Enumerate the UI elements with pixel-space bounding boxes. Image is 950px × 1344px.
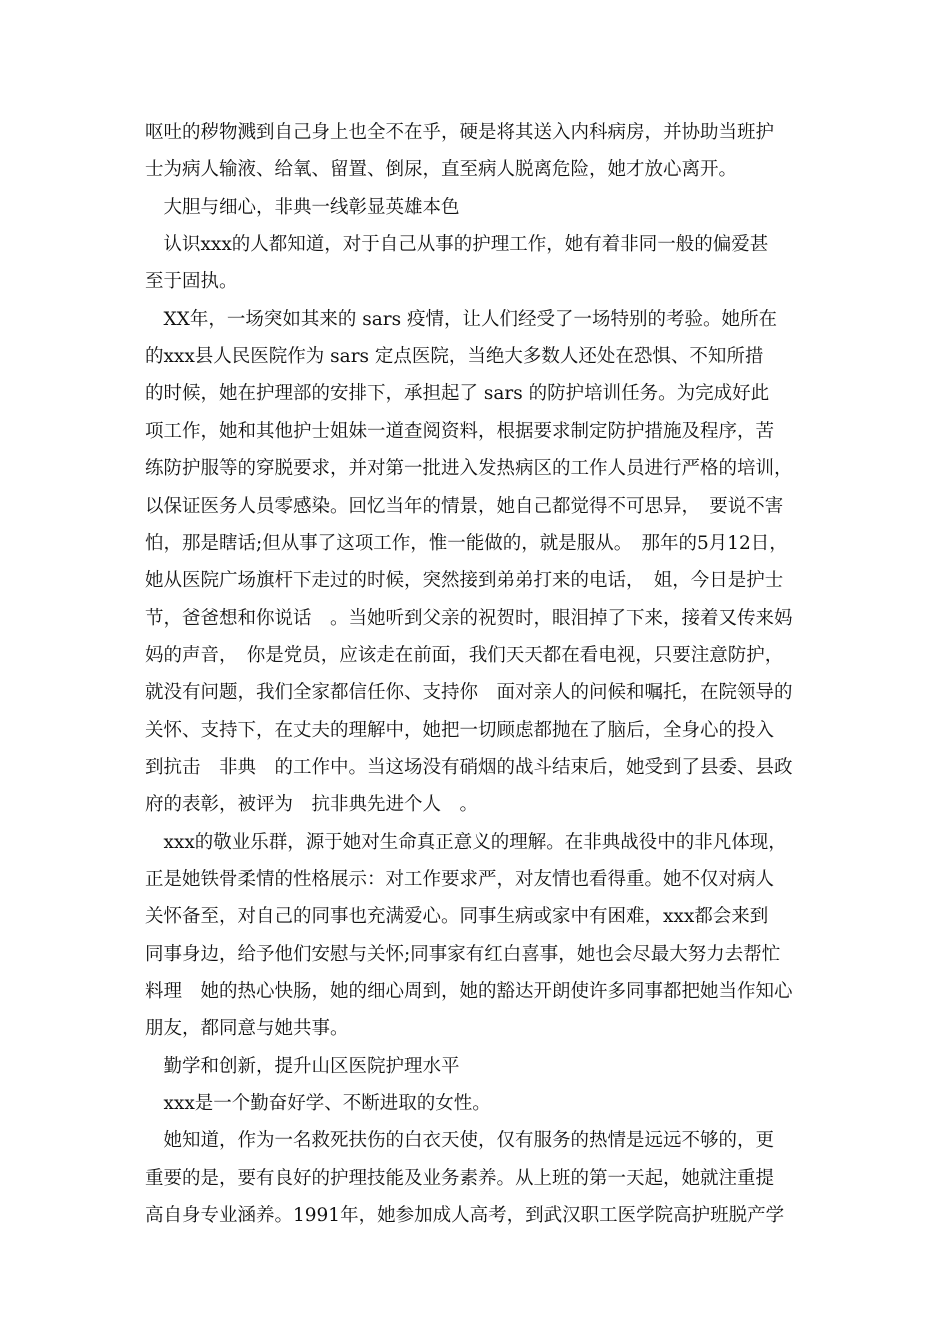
text-line: 她知道，作为一名救死扶伤的白衣天使，仅有服务的热情是远远不够的，更 <box>145 1130 775 1152</box>
text-line: 勤学和创新，提升山区医院护理水平 <box>145 1055 460 1077</box>
text-line: 以保证医务人员零感染。回忆当年的情景，她自己都觉得不可思异， 要说不害 <box>145 495 784 517</box>
text-line: 重要的是，要有良好的护理技能及业务素养。从上班的第一天起，她就注重提 <box>145 1167 775 1189</box>
text-line: 关怀、支持下，在丈夫的理解中，她把一切顾虑都抛在了脑后，全身心的投入 <box>145 719 775 741</box>
text-line: 高自身专业涵养。1991年，她参加成人高考，到武汉职工医学院高护班脱产学 <box>145 1205 785 1227</box>
text-line: 同事身边，给予他们安慰与关怀;同事家有红白喜事，她也会尽最大努力去帮忙 <box>145 943 781 965</box>
text-line: 府的表彰，被评为 抗非典先进个人 。 <box>145 794 479 816</box>
text-line: 节，爸爸想和你说话 。当她听到父亲的祝贺时，眼泪掉了下来，接着又传来妈 <box>145 607 793 629</box>
text-line: 就没有问题，我们全家都信任你、支持你 面对亲人的问候和嘱托，在院领导的 <box>145 682 793 704</box>
text-line: 料理 她的热心快肠，她的细心周到，她的豁达开朗使许多同事都把她当作知心 <box>145 981 793 1003</box>
text-line: 至于固执。 <box>145 271 238 293</box>
text-line: 呕吐的秽物溅到自己身上也全不在乎，硬是将其送入内科病房，并协助当班护 <box>145 122 775 143</box>
text-line: 她从医院广场旗杆下走过的时候，突然接到弟弟打来的电话， 姐，今日是护士 <box>145 570 784 592</box>
text-line: 认识xxx的人都知道，对于自己从事的护理工作，她有着非同一般的偏爱甚 <box>145 234 769 256</box>
text-line: xxx的敬业乐群，源于她对生命真正意义的理解。在非典战役中的非凡体现， <box>145 831 787 853</box>
text-line: 正是她铁骨柔情的性格展示：对工作要求严，对友情也看得重。她不仅对病人 <box>145 869 775 890</box>
text-line: 士为病人输液、给氧、留置、倒尿，直至病人脱离危险，她才放心离开。 <box>145 159 738 181</box>
text-line: xxx是一个勤奋好学、不断进取的女性。 <box>145 1093 491 1115</box>
text-line: 大胆与细心，非典一线彰显英雄本色 <box>145 196 460 218</box>
text-line: 练防护服等的穿脱要求，并对第一批进入发热病区的工作人员进行严格的培训， <box>145 458 793 480</box>
text-line: 项工作，她和其他护士姐妹一道查阅资料，根据要求制定防护措施及程序，苦 <box>145 420 775 442</box>
text-line: 怕，那是瞎话;但从事了这项工作，惟一能做的，就是服从。 那年的5月12日， <box>145 532 788 554</box>
text-line: 关怀备至，对自己的同事也充满爱心。同事生病或家中有困难，xxx都会来到 <box>145 906 769 928</box>
text-line: XX年，一场突如其来的 sars 疫情，让人们经受了一场特别的考验。她所在 <box>145 308 777 330</box>
text-line: 到抗击 非典 的工作中。当这场没有硝烟的战斗结束后，她受到了县委、县政 <box>145 756 793 778</box>
text-line: 妈的声音， 你是党员，应该走在前面，我们天天都在看电视，只要注意防护， <box>145 644 784 666</box>
text-line: 朋友，都同意与她共事。 <box>145 1018 349 1040</box>
text-line: 的时候，她在护理部的安排下，承担起了 sars 的防护培训任务。为完成好此 <box>145 383 770 405</box>
text-line: 的xxx县人民医院作为 sars 定点医院，当绝大多数人还处在恐惧、不知所措 <box>145 346 764 368</box>
